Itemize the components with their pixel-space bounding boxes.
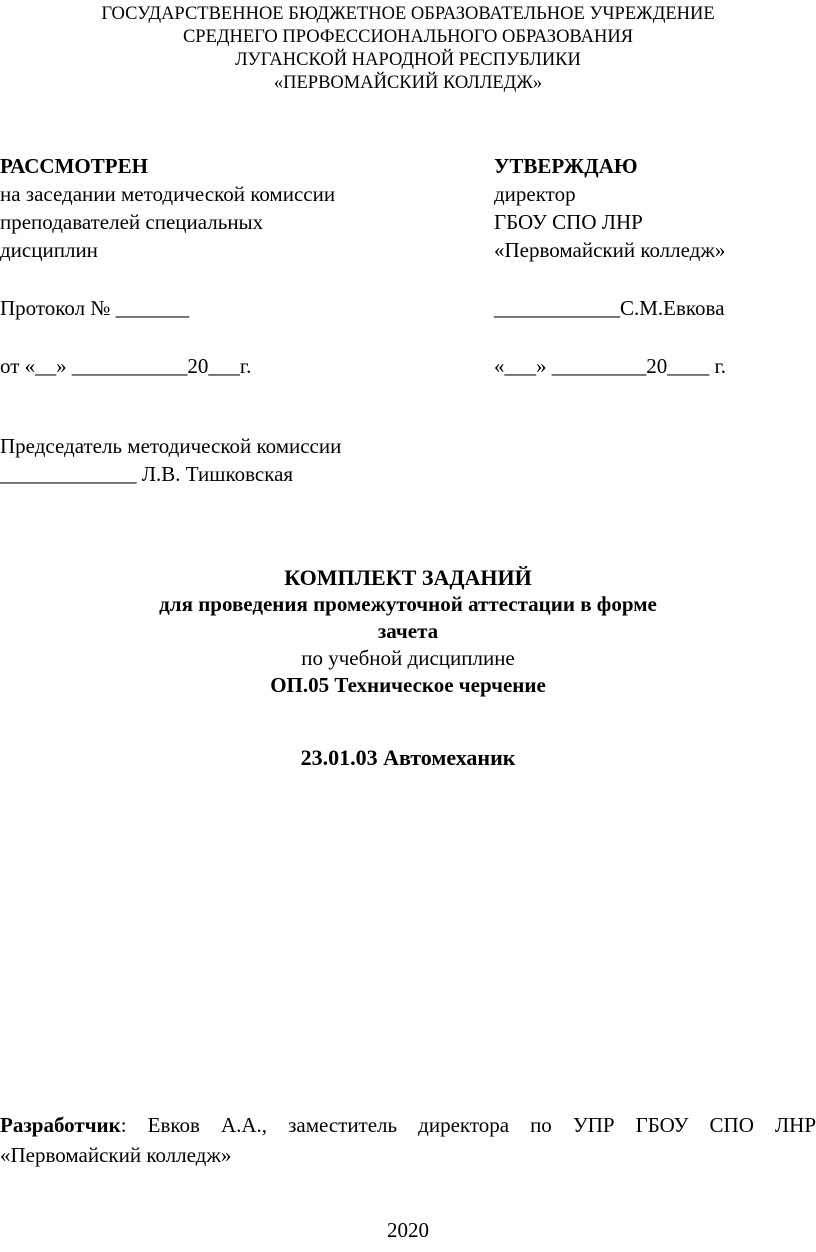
protocol-number: Протокол № _______ [0,296,190,320]
reviewed-line-2: преподавателей специальных [0,210,264,234]
developer-line-2: «Первомайский колледж» [0,1143,232,1167]
approved-title: УТВЕРЖДАЮ [494,154,638,178]
reviewed-title: РАССМОТРЕН [0,154,148,178]
specialty-name: 23.01.03 Автомеханик [300,745,516,770]
discipline-name: ОП.05 Техническое черчение [270,673,546,697]
document-subtitle-2: зачета [377,619,439,643]
approved-line-1: директор [494,182,576,206]
chairman-signature: _____________ Л.В. Тишковская [0,462,294,486]
developer-block [0,1110,816,1170]
approved-line-3: «Первомайский колледж» [494,238,726,262]
document-title: КОМПЛЕКТ ЗАДАНИЙ [284,565,532,590]
document-year: 2020 [387,1218,429,1242]
header-line-2: СРЕДНЕГО ПРОФЕССИОНАЛЬНОГО ОБРАЗОВАНИЯ [182,27,634,47]
discipline-label: по учебной дисциплине [301,646,515,670]
header-line-1: ГОСУДАРСТВЕННОЕ БЮДЖЕТНОЕ ОБРАЗОВАТЕЛЬНОЕ УЧРЕЖДЕНИЕ [101,4,715,24]
document-title-block [0,564,816,699]
reviewed-date: от «__» ___________20___г. [0,354,252,378]
reviewed-line-3: дисциплин [0,238,98,262]
developer-separator: : [120,1113,127,1137]
approved-date: «___» _________20____ г. [494,354,726,378]
reviewed-line-1: на заседании методической комиссии [0,182,336,206]
specialty-block [0,744,816,772]
developer-label: Разработчик [0,1113,121,1137]
approved-line-2: ГБОУ СПО ЛНР [494,210,643,234]
header-line-3: ЛУГАНСКОЙ НАРОДНОЙ РЕСПУБЛИКИ [235,50,581,70]
institution-header [0,3,816,95]
director-signature: ____________С.М.Евкова [494,296,725,320]
developer-text-1: Евков А.А., заместитель директора по УПР ГБОУ СПО ЛНР [126,1113,816,1137]
chairman-title: Председатель методической комиссии [0,434,342,458]
header-line-4: «ПЕРВОМАЙСКИЙ КОЛЛЕДЖ» [273,73,543,93]
developer-line-1 [0,1110,816,1140]
document-subtitle-1: для проведения промежуточной аттестации в форме [159,592,657,616]
